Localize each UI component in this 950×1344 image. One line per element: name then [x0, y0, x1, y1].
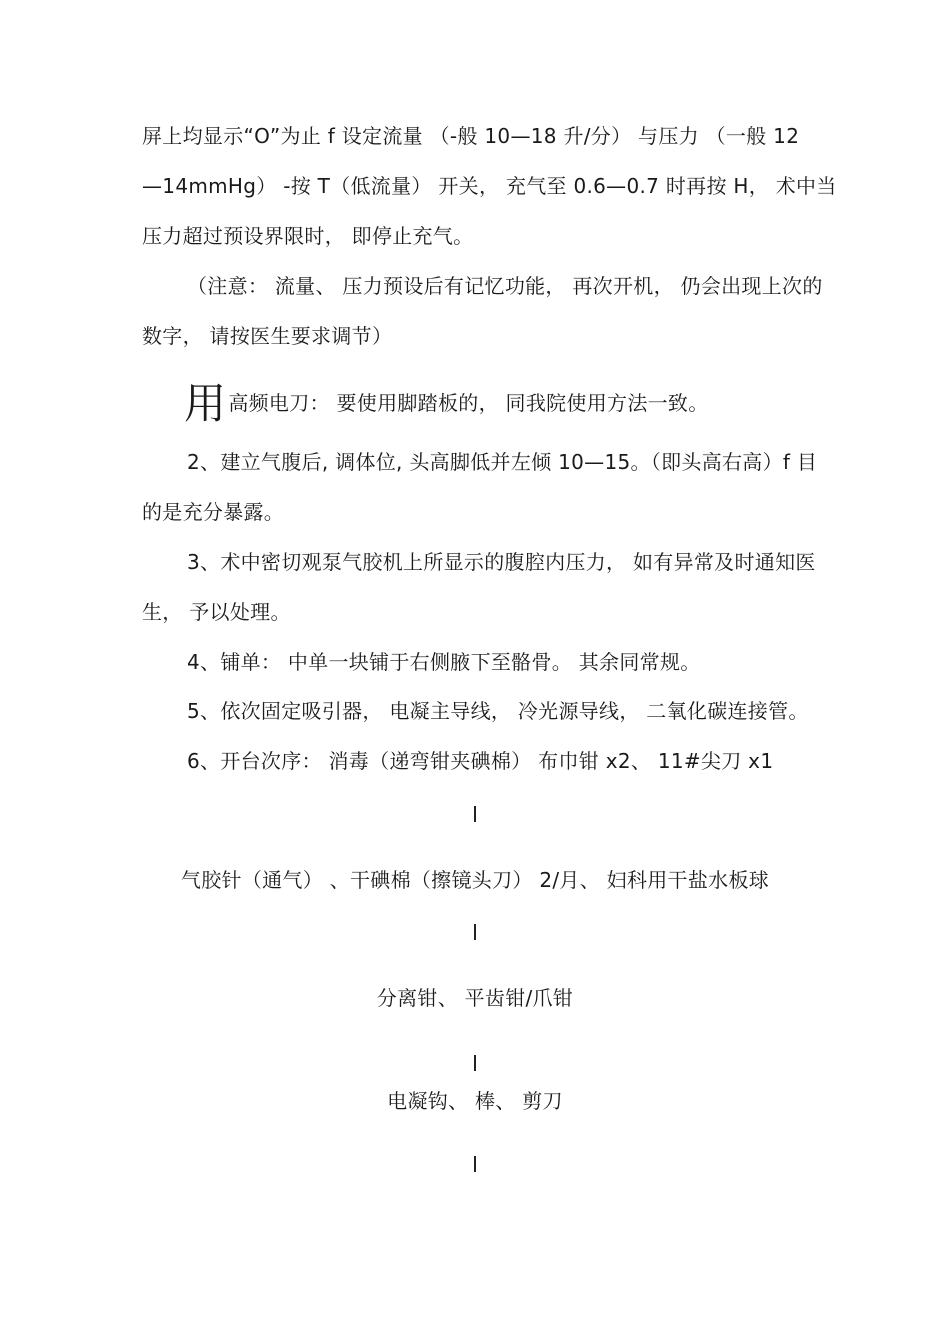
sequence-separator: [474, 924, 476, 940]
item-electrosurgery-text: 高频电刀： 要使用脚踏板的， 同我院使用方法一致。: [228, 391, 709, 415]
sequence-step-1: 气胶针（通气） 、干碘棉（擦镜头刀） 2/月、 妇科用干盐水板球: [180, 868, 770, 892]
paragraph-line-2: —14mmHg） -按 T（低流量） 开关， 充气至 0.6—0.7 时再按 H， 术中当: [142, 174, 837, 198]
item-electrosurgery: [184, 379, 709, 428]
item-6: 6、开台次序： 消毒（递弯钳夹碘棉） 布巾钳 x2、 11#尖刀 x1: [187, 749, 774, 773]
item-2-line-2: 的是充分暴露。: [142, 500, 285, 524]
sequence-step-2: 分离钳、 平齿钳/爪钳: [376, 986, 574, 1010]
note-line-1: （注意： 流量、 压力预设后有记忆功能， 再次开机， 仍会出现上次的: [187, 274, 823, 298]
sequence-step-3: 电凝钩、 棒、 剪刀: [387, 1089, 563, 1113]
sequence-separator: [474, 1055, 476, 1071]
item-4: 4、铺单： 中单一块铺于右侧腋下至骼骨。 其余同常规。: [187, 650, 701, 674]
note-line-2: 数字， 请按医生要求调节）: [142, 324, 393, 348]
sequence-separator: [474, 806, 476, 822]
item-3-line-2: 生， 予以处理。: [142, 600, 291, 624]
item-5: 5、依次固定吸引器， 电凝主导线， 冷光源导线， 二氧化碳连接管。: [187, 699, 809, 723]
paragraph-line-1: 屏上均显示“O”为止 f 设定流量 （-般 10—18 升/分） 与压力 （一般 12: [142, 124, 800, 148]
item-2-line-1: 2、建立气腹后, 调体位, 头高脚低并左倾 10—15。（即头高右高）f 目: [187, 450, 818, 474]
item-3-line-1: 3、术中密切观泵气胶机上所显示的腹腔内压力， 如有异常及时通知医: [187, 550, 816, 574]
paragraph-line-3: 压力超过预设界限时， 即停止充气。: [142, 224, 474, 248]
large-character: 用: [184, 379, 227, 428]
sequence-separator: [474, 1156, 476, 1172]
